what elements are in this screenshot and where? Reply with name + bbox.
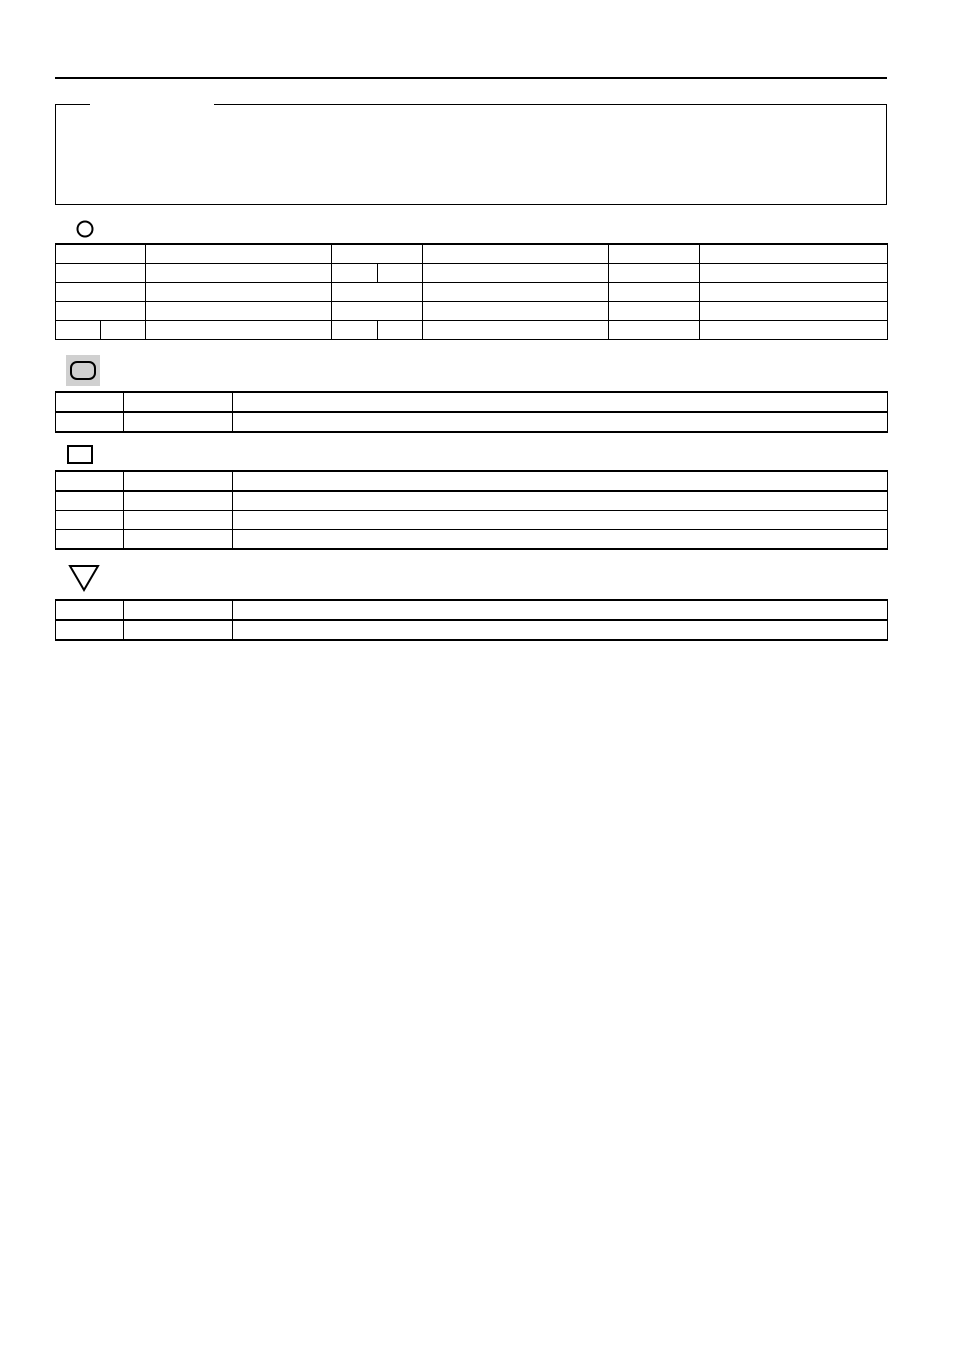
table-row [56, 471, 888, 491]
note-box [55, 104, 887, 205]
top-rule [55, 77, 887, 79]
table-cell [124, 511, 233, 530]
table-row [56, 244, 888, 264]
table-cell [56, 302, 146, 321]
table-cell [700, 302, 888, 321]
table-cell [56, 264, 146, 283]
rounded-rect-icon [66, 355, 100, 386]
table-row [56, 620, 888, 640]
table-cell [124, 600, 233, 620]
table-cell [56, 321, 101, 340]
rect-icon [67, 445, 94, 465]
table-cell [124, 412, 233, 432]
table-cell [233, 471, 888, 491]
table-triangle [55, 599, 888, 641]
table-row [56, 600, 888, 620]
table-cell [56, 620, 124, 640]
table-row [56, 392, 888, 412]
table-cell [423, 264, 609, 283]
table-row [56, 530, 888, 550]
table-row [56, 264, 888, 283]
table-cell [124, 530, 233, 550]
table-cell [378, 321, 423, 340]
table-cell [700, 321, 888, 340]
table-cell [609, 321, 700, 340]
table-row [56, 511, 888, 530]
table-cell [700, 244, 888, 264]
table-cell [233, 530, 888, 550]
table-circle [55, 243, 888, 340]
table-cell [233, 491, 888, 511]
table-cell [124, 471, 233, 491]
table-cell [146, 321, 332, 340]
table-cell [332, 302, 423, 321]
table-cell [56, 530, 124, 550]
table-cell [233, 600, 888, 620]
table-cell [146, 244, 332, 264]
table-cell [423, 321, 609, 340]
table-row [56, 491, 888, 511]
table-cell [146, 264, 332, 283]
table-cell [700, 283, 888, 302]
table-row [56, 283, 888, 302]
table-rounded [55, 391, 888, 433]
table-cell [609, 302, 700, 321]
table-cell [56, 600, 124, 620]
triangle-down-icon [68, 564, 100, 592]
note-box-title-gap [90, 102, 214, 106]
table-cell [101, 321, 146, 340]
table-cell [124, 491, 233, 511]
table-cell [56, 392, 124, 412]
table-cell [56, 511, 124, 530]
table-cell [609, 283, 700, 302]
table-cell [609, 264, 700, 283]
table-cell [332, 244, 423, 264]
table-cell [56, 244, 146, 264]
table-cell [423, 244, 609, 264]
table-cell [233, 511, 888, 530]
table-cell [146, 302, 332, 321]
table-cell [609, 244, 700, 264]
table-cell [233, 392, 888, 412]
table-cell [423, 283, 609, 302]
table-row [56, 302, 888, 321]
table-row [56, 412, 888, 432]
table-cell [146, 283, 332, 302]
table-cell [56, 491, 124, 511]
table-cell [423, 302, 609, 321]
table-square [55, 470, 888, 550]
table-row [56, 321, 888, 340]
table-cell [233, 412, 888, 432]
table-cell [332, 321, 378, 340]
table-cell [124, 620, 233, 640]
table-cell [56, 412, 124, 432]
table-cell [332, 283, 423, 302]
table-cell [378, 264, 423, 283]
table-cell [332, 264, 378, 283]
table-cell [233, 620, 888, 640]
table-cell [56, 283, 146, 302]
circle-icon [75, 219, 95, 239]
table-cell [56, 471, 124, 491]
table-cell [700, 264, 888, 283]
table-cell [124, 392, 233, 412]
